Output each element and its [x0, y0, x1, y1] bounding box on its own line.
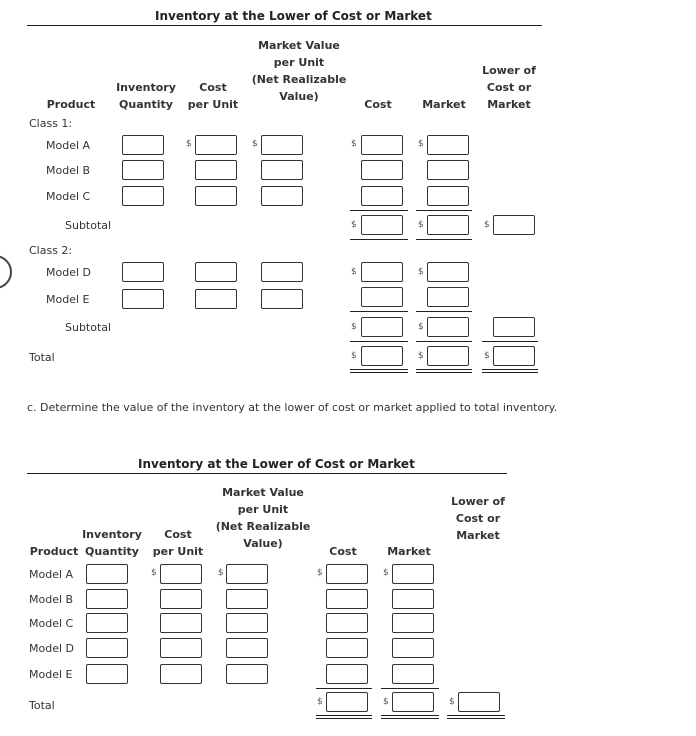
underline: [416, 341, 472, 342]
header-line: Quantity: [85, 545, 139, 558]
input-subtotal-1-lower[interactable]: [493, 215, 535, 235]
t2-row-label-model-a: Model A: [29, 568, 74, 581]
t2-input-model-b-quantity[interactable]: [86, 589, 128, 609]
input-model-c-market[interactable]: [427, 186, 469, 206]
t2-input-model-b-cost-per-unit[interactable]: [160, 589, 202, 609]
header-line: Lower of: [451, 495, 505, 508]
table2-header-lower: [444, 493, 512, 544]
double-underline: [381, 718, 439, 719]
input-model-b-quantity[interactable]: [122, 160, 164, 180]
t2-input-model-a-quantity[interactable]: [86, 564, 128, 584]
t2-input-model-a-cost-per-unit[interactable]: [160, 564, 202, 584]
header-line: (Net Realizable: [215, 520, 311, 533]
input-subtotal-2-lower[interactable]: [493, 317, 535, 337]
t2-input-model-c-market[interactable]: [392, 613, 434, 633]
dollar-sign: $: [252, 139, 258, 149]
t2-input-total-market[interactable]: [392, 692, 434, 712]
input-model-e-cost-per-unit[interactable]: [195, 289, 237, 309]
t2-input-model-e-quantity[interactable]: [86, 664, 128, 684]
t2-input-model-a-market-per-unit[interactable]: [226, 564, 268, 584]
input-model-b-market-per-unit[interactable]: [261, 160, 303, 180]
dollar-sign: $: [186, 139, 192, 149]
t2-input-model-d-cost[interactable]: [326, 638, 368, 658]
header-line: Inventory: [82, 528, 142, 541]
input-model-a-cost[interactable]: [361, 135, 403, 155]
underline: [381, 688, 439, 689]
table2-title-rule: [27, 473, 507, 474]
underline: [416, 210, 472, 211]
input-model-e-cost[interactable]: [361, 287, 403, 307]
t2-input-model-e-cost[interactable]: [326, 664, 368, 684]
double-underline: [350, 369, 408, 370]
input-model-b-market[interactable]: [427, 160, 469, 180]
class2-label: Class 2:: [29, 244, 73, 257]
input-model-c-cost[interactable]: [361, 186, 403, 206]
row-label-subtotal-2: Subtotal: [65, 321, 112, 334]
table1-title: Inventory at the Lower of Cost or Market: [155, 9, 432, 23]
underline: [482, 341, 538, 342]
table1-header-cost-per-unit: [182, 79, 244, 113]
table1-header-lower: [475, 62, 543, 113]
input-model-b-cost-per-unit[interactable]: [195, 160, 237, 180]
t2-input-model-d-market-per-unit[interactable]: [226, 638, 268, 658]
table1-header-product: Product: [46, 98, 96, 111]
input-model-d-market-per-unit[interactable]: [261, 262, 303, 282]
input-total-market[interactable]: [427, 346, 469, 366]
row-label-model-a: Model A: [46, 139, 91, 152]
input-model-c-market-per-unit[interactable]: [261, 186, 303, 206]
input-subtotal-2-market[interactable]: [427, 317, 469, 337]
dollar-sign: $: [351, 322, 357, 332]
double-underline: [316, 715, 372, 716]
double-underline: [482, 369, 538, 370]
header-line: Value): [279, 90, 319, 103]
t2-input-model-c-cost[interactable]: [326, 613, 368, 633]
dollar-sign: $: [449, 697, 455, 707]
header-line: Cost or: [486, 81, 532, 94]
t2-row-label-model-c: Model C: [29, 617, 74, 630]
underline: [316, 688, 372, 689]
double-underline: [447, 715, 505, 716]
dollar-sign: $: [418, 220, 424, 230]
header-line: Quantity: [119, 98, 173, 111]
dollar-sign: $: [351, 267, 357, 277]
input-model-e-market-per-unit[interactable]: [261, 289, 303, 309]
row-label-model-d: Model D: [46, 266, 91, 279]
double-underline: [416, 372, 472, 373]
table2-header-market-value: [208, 484, 318, 552]
t2-input-model-e-market[interactable]: [392, 664, 434, 684]
input-model-a-cost-per-unit[interactable]: [195, 135, 237, 155]
table1-header-market-value: [244, 37, 354, 105]
part-c-instruction: c. Determine the value of the inventory at the lower of cost or market applied to total inventory.: [27, 401, 558, 414]
t2-input-model-e-cost-per-unit[interactable]: [160, 664, 202, 684]
t2-input-model-b-market-per-unit[interactable]: [226, 589, 268, 609]
dollar-sign: $: [418, 351, 424, 361]
input-model-d-quantity[interactable]: [122, 262, 164, 282]
table1-title-rule: [27, 25, 542, 26]
double-underline: [482, 372, 538, 373]
table1-header-inventory: [111, 79, 181, 113]
input-subtotal-1-market[interactable]: [427, 215, 469, 235]
double-underline: [316, 718, 372, 719]
dollar-sign: $: [418, 267, 424, 277]
header-line: Market Value: [258, 39, 340, 52]
underline: [350, 239, 408, 240]
input-model-b-cost[interactable]: [361, 160, 403, 180]
dollar-sign: $: [317, 568, 323, 578]
row-label-model-e: Model E: [46, 293, 90, 306]
t2-input-model-d-cost-per-unit[interactable]: [160, 638, 202, 658]
double-underline: [416, 369, 472, 370]
header-line: Cost: [199, 81, 227, 94]
input-model-e-market[interactable]: [427, 287, 469, 307]
row-label-model-c: Model C: [46, 190, 91, 203]
t2-row-label-model-d: Model D: [29, 642, 74, 655]
double-underline: [447, 718, 505, 719]
t2-input-total-cost[interactable]: [326, 692, 368, 712]
input-model-a-market-per-unit[interactable]: [261, 135, 303, 155]
header-line: Lower of: [482, 64, 536, 77]
underline: [350, 341, 408, 342]
dollar-sign: $: [151, 568, 157, 578]
header-line: (Net Realizable: [251, 73, 347, 86]
row-label-total: Total: [29, 351, 55, 364]
t2-input-model-d-market[interactable]: [392, 638, 434, 658]
input-subtotal-2-cost[interactable]: [361, 317, 403, 337]
dollar-sign: $: [484, 351, 490, 361]
header-line: Market: [487, 98, 531, 111]
t2-input-model-b-cost[interactable]: [326, 589, 368, 609]
input-model-d-cost-per-unit[interactable]: [195, 262, 237, 282]
table2-header-cost: Cost: [329, 545, 357, 558]
double-underline: [350, 372, 408, 373]
t2-input-model-b-market[interactable]: [392, 589, 434, 609]
header-line: Value): [243, 537, 283, 550]
input-model-d-market[interactable]: [427, 262, 469, 282]
input-total-lower[interactable]: [493, 346, 535, 366]
dollar-sign: $: [383, 697, 389, 707]
table1-header-market: Market: [422, 98, 466, 111]
dollar-sign: $: [351, 139, 357, 149]
t2-input-model-d-quantity[interactable]: [86, 638, 128, 658]
underline: [350, 210, 408, 211]
t2-input-model-a-market[interactable]: [392, 564, 434, 584]
t2-input-model-a-cost[interactable]: [326, 564, 368, 584]
input-model-e-quantity[interactable]: [122, 289, 164, 309]
input-model-a-market[interactable]: [427, 135, 469, 155]
dollar-sign: $: [418, 322, 424, 332]
t2-input-model-c-cost-per-unit[interactable]: [160, 613, 202, 633]
table2-header-inventory: [77, 526, 147, 560]
double-underline: [381, 715, 439, 716]
underline: [350, 311, 408, 312]
table2-title: Inventory at the Lower of Cost or Market: [138, 457, 415, 471]
header-line: per Unit: [273, 56, 325, 69]
row-label-subtotal-1: Subtotal: [65, 219, 112, 232]
t2-input-model-c-market-per-unit[interactable]: [226, 613, 268, 633]
table1-header-cost: Cost: [364, 98, 392, 111]
header-line: Cost or: [455, 512, 501, 525]
input-model-d-cost[interactable]: [361, 262, 403, 282]
input-model-a-quantity[interactable]: [122, 135, 164, 155]
input-model-c-cost-per-unit[interactable]: [195, 186, 237, 206]
t2-row-label-total: Total: [29, 699, 55, 712]
row-label-model-b: Model B: [46, 164, 91, 177]
input-subtotal-1-cost[interactable]: [361, 215, 403, 235]
header-line: per Unit: [237, 503, 289, 516]
dollar-sign: $: [218, 568, 224, 578]
input-total-cost[interactable]: [361, 346, 403, 366]
t2-row-label-model-e: Model E: [29, 668, 73, 681]
class1-label: Class 1:: [29, 117, 73, 130]
header-line: Inventory: [116, 81, 176, 94]
header-line: per Unit: [187, 98, 239, 111]
dollar-sign: $: [418, 139, 424, 149]
table2-header-cost-per-unit: [147, 526, 209, 560]
underline: [416, 239, 472, 240]
header-line: Market Value: [222, 486, 304, 499]
dollar-sign: $: [317, 697, 323, 707]
t2-input-model-c-quantity[interactable]: [86, 613, 128, 633]
underline: [416, 311, 472, 312]
dollar-sign: $: [484, 220, 490, 230]
header-line: Cost: [164, 528, 192, 541]
table2-header-product: Product: [29, 545, 79, 558]
t2-input-model-e-market-per-unit[interactable]: [226, 664, 268, 684]
input-model-c-quantity[interactable]: [122, 186, 164, 206]
step-indicator-circle[interactable]: [0, 255, 12, 289]
dollar-sign: $: [351, 351, 357, 361]
t2-input-total-lower[interactable]: [458, 692, 500, 712]
dollar-sign: $: [351, 220, 357, 230]
dollar-sign: $: [383, 568, 389, 578]
header-line: per Unit: [152, 545, 204, 558]
t2-row-label-model-b: Model B: [29, 593, 74, 606]
table2-header-market: Market: [387, 545, 431, 558]
header-line: Market: [456, 529, 500, 542]
